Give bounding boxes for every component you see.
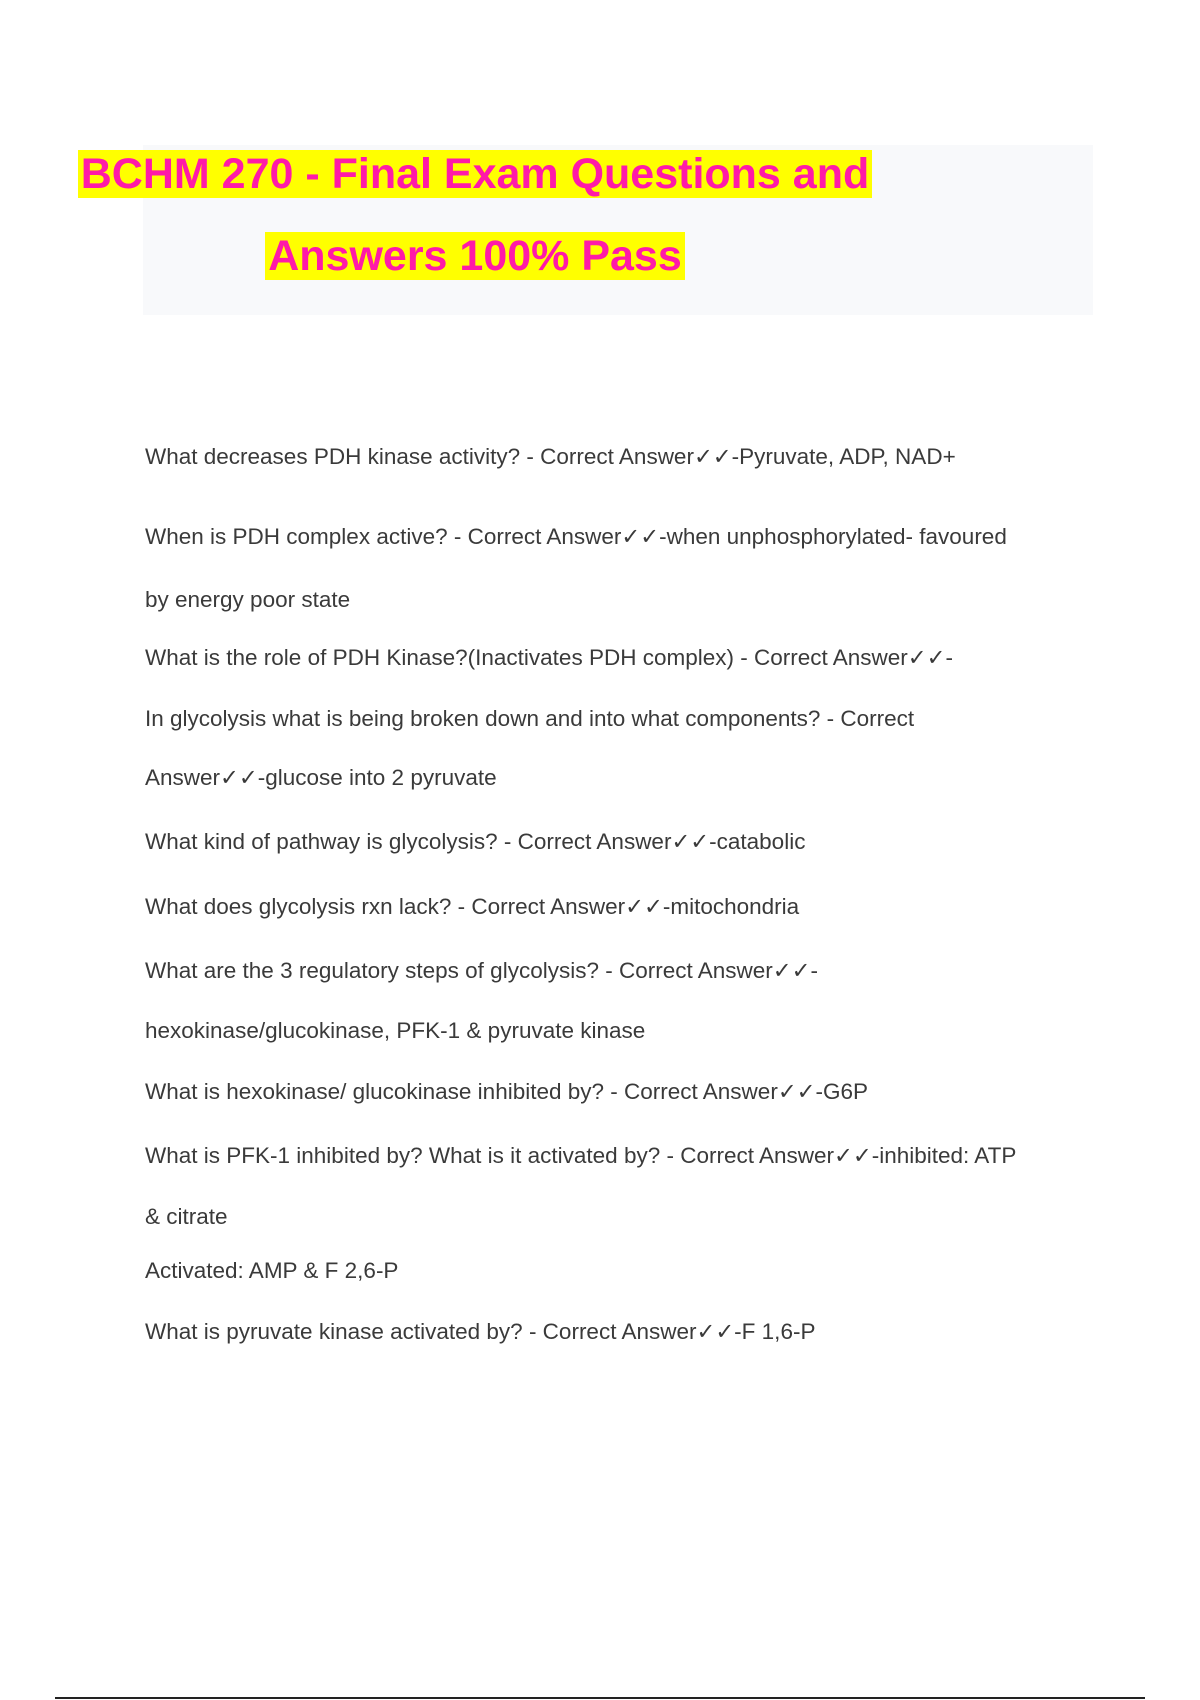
qa-line-7: What kind of pathway is glycolysis? - Correct Answer✓✓-catabolic xyxy=(145,829,806,854)
qa-line-10: hexokinase/glucokinase, PFK-1 & pyruvate kinase xyxy=(145,1018,646,1043)
qa-line-14: Activated: AMP & F 2,6-P xyxy=(145,1258,399,1283)
qa-line-12: What is PFK-1 inhibited by? What is it activated by? - Correct Answer✓✓-inhibited: ATP xyxy=(145,1143,1017,1168)
qa-line-6: Answer✓✓-glucose into 2 pyruvate xyxy=(145,765,497,790)
qa-line-11: What is hexokinase/ glucokinase inhibited by? - Correct Answer✓✓-G6P xyxy=(145,1079,869,1104)
document-title-line-1: BCHM 270 - Final Exam Questions and xyxy=(0,146,950,202)
qa-line-8: What does glycolysis rxn lack? - Correct Answer✓✓-mitochondria xyxy=(145,894,800,919)
document-title-line-2: Answers 100% Pass xyxy=(0,228,950,284)
qa-line-5: In glycolysis what is being broken down and into what components? - Correct xyxy=(145,706,915,731)
qa-line-2: When is PDH complex active? - Correct Answer✓✓-when unphosphorylated- favoured xyxy=(145,524,1007,549)
qa-line-9: What are the 3 regulatory steps of glycolysis? - Correct Answer✓✓- xyxy=(145,958,818,983)
footer-divider xyxy=(55,1697,1145,1699)
qa-line-13: & citrate xyxy=(145,1204,228,1229)
qa-line-3: by energy poor state xyxy=(145,587,351,612)
qa-line-1: What decreases PDH kinase activity? - Correct Answer✓✓-Pyruvate, ADP, NAD+ xyxy=(145,444,956,469)
qa-line-4: What is the role of PDH Kinase?(Inactivates PDH complex) - Correct Answer✓✓- xyxy=(145,645,953,670)
qa-line-15: What is pyruvate kinase activated by? - Correct Answer✓✓-F 1,6-P xyxy=(145,1319,816,1344)
